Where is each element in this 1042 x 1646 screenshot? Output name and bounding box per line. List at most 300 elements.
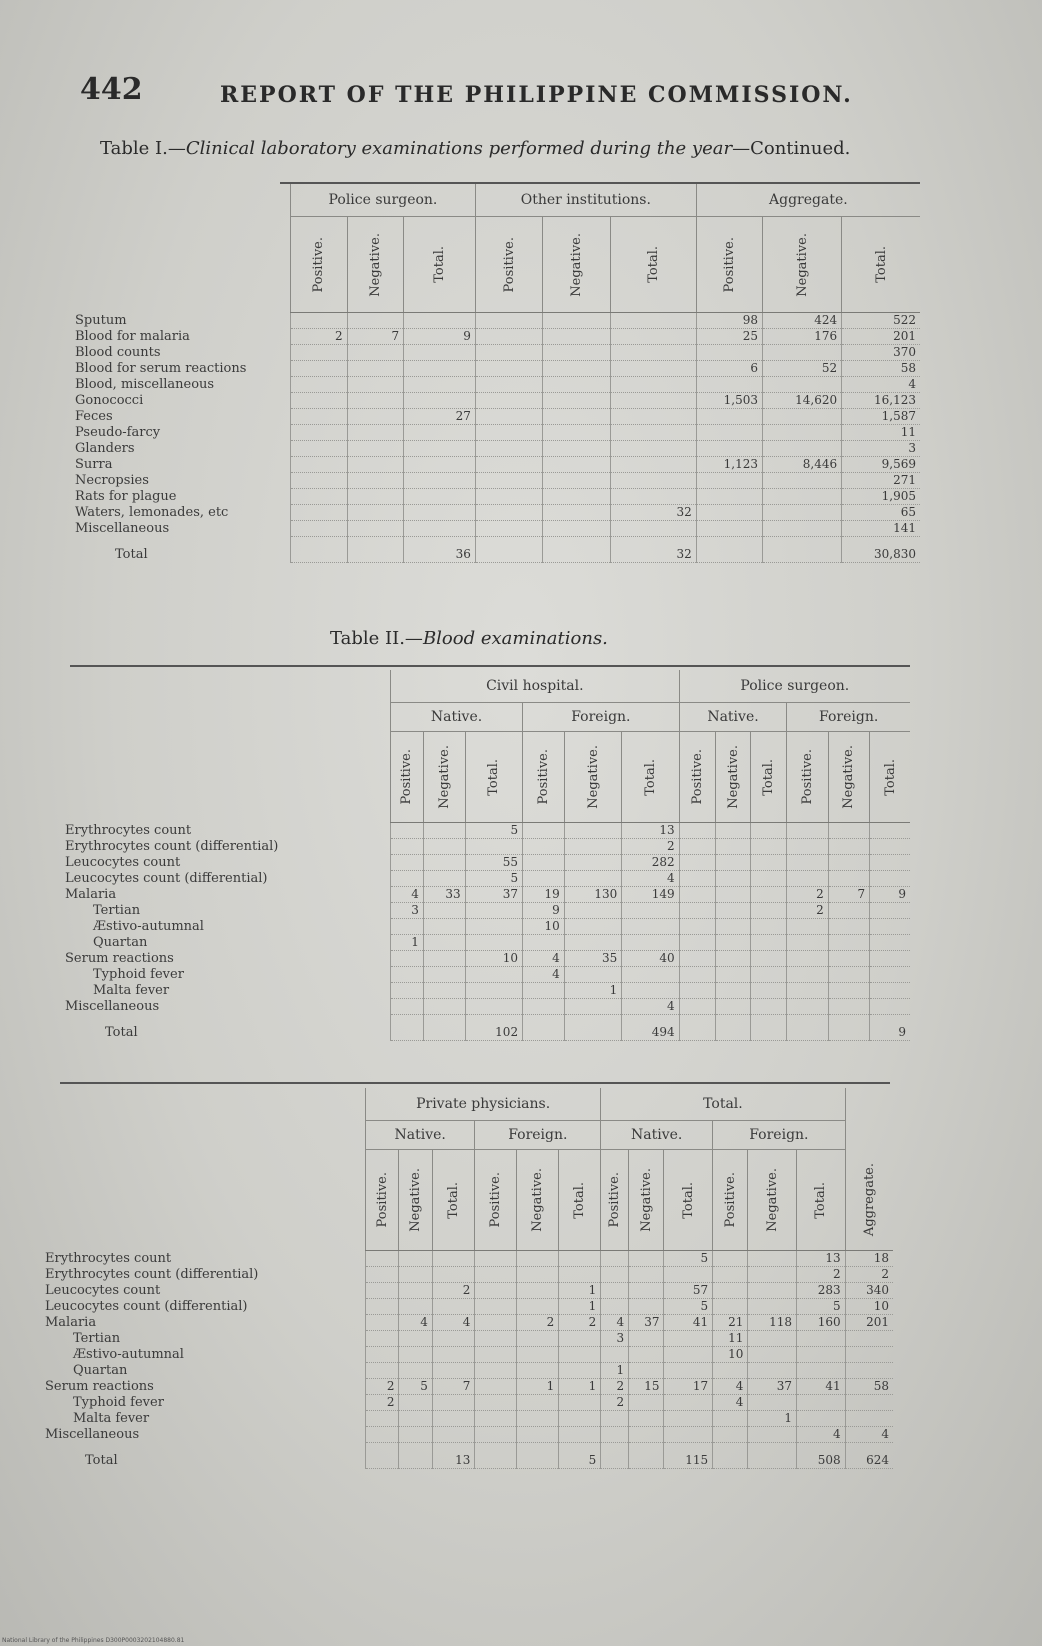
column-header <box>475 1150 517 1251</box>
table-cell <box>564 967 621 983</box>
table-row <box>75 425 920 441</box>
table-cell <box>611 345 697 361</box>
table-cell <box>399 1363 432 1379</box>
table-cell <box>870 823 910 839</box>
table-cell <box>797 1347 846 1363</box>
table-cell <box>763 377 842 393</box>
column-header <box>543 217 611 313</box>
row-label: Necropsies <box>75 473 149 488</box>
table-cell <box>751 919 787 935</box>
table-row <box>45 1379 893 1395</box>
table-cell: 4 <box>399 1315 432 1331</box>
table2-part1 <box>65 670 910 1041</box>
table-cell <box>751 903 787 919</box>
table-cell <box>347 409 404 425</box>
table-cell <box>713 1411 748 1427</box>
table-cell <box>601 1267 629 1283</box>
table-cell <box>696 377 762 393</box>
table-cell <box>601 1299 629 1315</box>
table-cell: 2 <box>601 1379 629 1395</box>
table-cell <box>423 823 465 839</box>
table-cell: 65 <box>842 505 920 521</box>
total-cell <box>517 1443 559 1469</box>
table-cell <box>763 345 842 361</box>
table-cell <box>291 313 348 329</box>
table-cell <box>543 361 611 377</box>
table-cell <box>475 1379 517 1395</box>
table-cell <box>391 871 424 887</box>
table-cell <box>751 887 787 903</box>
table-cell <box>679 983 715 999</box>
column-header-label: Total. <box>642 758 658 796</box>
column-header <box>423 732 465 823</box>
total-cell <box>679 1015 715 1041</box>
row-label: Quartan <box>73 1363 128 1378</box>
table-cell <box>465 983 522 999</box>
table-cell <box>763 505 842 521</box>
table-cell <box>845 1395 893 1411</box>
table-row <box>45 1251 893 1267</box>
table-row <box>75 345 920 361</box>
table1-caption: Table I.—Clinical laboratory examinations performed during the year—Continued. <box>100 138 851 159</box>
table-cell <box>763 473 842 489</box>
table-cell <box>845 1331 893 1347</box>
table-cell <box>611 425 697 441</box>
total-cell <box>523 1015 565 1041</box>
table-cell <box>870 903 910 919</box>
library-footer: National Library of the Philippines D300P0003202104880.81 <box>2 1637 185 1644</box>
table-cell <box>622 967 679 983</box>
table-cell <box>475 393 543 409</box>
table-cell <box>517 1395 559 1411</box>
table-cell: 11 <box>842 425 920 441</box>
table-cell: 2 <box>366 1395 399 1411</box>
table-cell <box>465 999 522 1015</box>
table-cell <box>543 457 611 473</box>
table-cell <box>432 1267 474 1283</box>
table-cell <box>391 967 424 983</box>
table-cell <box>679 871 715 887</box>
table-cell: 2 <box>787 887 828 903</box>
table-cell <box>664 1363 713 1379</box>
table-row <box>65 839 910 855</box>
total-cell <box>399 1443 432 1469</box>
table-cell: 37 <box>465 887 522 903</box>
table-cell <box>391 839 424 855</box>
table-cell <box>664 1395 713 1411</box>
table-cell <box>564 855 621 871</box>
row-label: Miscellaneous <box>45 1427 140 1442</box>
table-cell <box>399 1251 432 1267</box>
table-cell <box>366 1427 399 1443</box>
table-row <box>45 1315 893 1331</box>
row-label: Malta fever <box>93 983 170 998</box>
table-cell <box>291 361 348 377</box>
table-cell <box>399 1283 432 1299</box>
table-cell <box>475 313 543 329</box>
table1 <box>75 184 920 563</box>
table-cell <box>559 1411 601 1427</box>
table-cell <box>517 1331 559 1347</box>
table-row <box>45 1331 893 1347</box>
table-cell <box>870 871 910 887</box>
table-cell <box>696 441 762 457</box>
table-cell <box>787 951 828 967</box>
total-label: Total <box>115 547 148 562</box>
table-cell: 1 <box>564 983 621 999</box>
table-cell: 282 <box>622 855 679 871</box>
table-cell <box>291 457 348 473</box>
table-cell <box>475 1427 517 1443</box>
table-cell <box>399 1267 432 1283</box>
table-cell: 33 <box>423 887 465 903</box>
table-cell <box>713 1299 748 1315</box>
table-cell <box>543 377 611 393</box>
total-cell <box>748 1443 797 1469</box>
table-cell <box>696 409 762 425</box>
column-header <box>797 1150 846 1251</box>
table-cell <box>291 393 348 409</box>
table-cell <box>559 1395 601 1411</box>
table-cell <box>423 855 465 871</box>
table-cell <box>679 839 715 855</box>
table-cell <box>622 919 679 935</box>
table-cell <box>432 1299 474 1315</box>
column-header-label: Total. <box>486 758 502 796</box>
table2-part2 <box>45 1088 893 1469</box>
table-cell <box>564 903 621 919</box>
table-cell <box>870 839 910 855</box>
table-cell <box>601 1427 629 1443</box>
table-cell <box>475 377 543 393</box>
table-cell <box>870 967 910 983</box>
column-header-label: Positive. <box>311 236 327 293</box>
column-header <box>601 1150 629 1251</box>
table-cell <box>523 871 565 887</box>
column-header <box>611 217 697 313</box>
table-cell: 58 <box>845 1379 893 1395</box>
table-cell <box>391 999 424 1015</box>
table-cell <box>696 505 762 521</box>
table-row <box>65 919 910 935</box>
corner-cell <box>75 184 291 313</box>
table-cell <box>611 313 697 329</box>
table-cell <box>423 935 465 951</box>
table-cell <box>629 1411 664 1427</box>
table-cell <box>347 393 404 409</box>
table-cell <box>748 1251 797 1267</box>
table-row <box>45 1283 893 1299</box>
table-cell <box>475 1347 517 1363</box>
total-cell: 5 <box>559 1443 601 1469</box>
table-cell <box>564 839 621 855</box>
table-cell: 7 <box>828 887 869 903</box>
table-cell: 2 <box>291 329 348 345</box>
table-cell <box>399 1331 432 1347</box>
row-label: Æstivo-autumnal <box>73 1347 184 1362</box>
table-row <box>65 823 910 839</box>
table-cell <box>475 361 543 377</box>
table-cell <box>404 393 476 409</box>
column-header-label: Positive. <box>689 749 705 805</box>
table-cell <box>787 839 828 855</box>
column-header-label: Aggregate. <box>861 1163 877 1237</box>
table-cell <box>870 855 910 871</box>
column-header-label: Total. <box>432 246 448 283</box>
table-cell <box>559 1363 601 1379</box>
table-row <box>75 489 920 505</box>
table-cell <box>475 1363 517 1379</box>
row-label: Tertian <box>73 1331 121 1346</box>
table-cell <box>523 935 565 951</box>
table-cell <box>543 441 611 457</box>
table-cell <box>748 1331 797 1347</box>
total-cell: 494 <box>622 1015 679 1041</box>
row-label: Typhoid fever <box>73 1395 164 1410</box>
table-cell <box>475 505 543 521</box>
column-header-label: Negative. <box>530 1168 546 1232</box>
table-cell <box>629 1251 664 1267</box>
column-header <box>465 732 522 823</box>
table-cell: 4 <box>391 887 424 903</box>
total-row <box>65 1015 910 1041</box>
corner-cell <box>65 670 391 823</box>
column-header <box>828 732 869 823</box>
subgroup-header: Native. <box>679 703 787 732</box>
row-label: Erythrocytes count <box>65 823 192 838</box>
column-header <box>842 217 920 313</box>
column-header <box>559 1150 601 1251</box>
table-cell: 1,587 <box>842 409 920 425</box>
table-cell <box>679 887 715 903</box>
table-cell: 4 <box>601 1315 629 1331</box>
table-cell <box>629 1347 664 1363</box>
table-cell: 2 <box>517 1315 559 1331</box>
total-cell: 13 <box>432 1443 474 1469</box>
table-cell <box>291 409 348 425</box>
table-cell <box>366 1299 399 1315</box>
table-cell <box>870 935 910 951</box>
table-cell: 37 <box>748 1379 797 1395</box>
table-cell <box>763 489 842 505</box>
table-cell <box>399 1299 432 1315</box>
table2-caption: Table II.—Blood examinations. <box>330 628 608 649</box>
table-cell <box>845 1411 893 1427</box>
row-label: Gonococci <box>75 393 144 408</box>
group-header: Civil hospital. <box>391 670 680 703</box>
table-cell <box>715 823 751 839</box>
table-cell: 4 <box>797 1427 846 1443</box>
column-header-label: Negative. <box>764 1168 780 1232</box>
table-cell <box>828 999 869 1015</box>
subgroup-header: Native. <box>601 1121 713 1150</box>
table-cell: 2 <box>432 1283 474 1299</box>
table-cell <box>559 1251 601 1267</box>
table-cell <box>475 1395 517 1411</box>
table-cell <box>366 1267 399 1283</box>
subgroup-header: Foreign. <box>475 1121 601 1150</box>
table-cell <box>713 1267 748 1283</box>
table-cell <box>347 505 404 521</box>
group-header: Total. <box>601 1088 845 1121</box>
column-header <box>845 1150 893 1251</box>
table-row <box>65 871 910 887</box>
table-cell <box>291 489 348 505</box>
table-cell: 6 <box>696 361 762 377</box>
table-cell: 160 <box>797 1315 846 1331</box>
table-cell: 3 <box>842 441 920 457</box>
table-cell <box>423 999 465 1015</box>
table2-top-rule <box>70 665 910 667</box>
table-cell: 176 <box>763 329 842 345</box>
column-header-label: Negative. <box>725 745 741 809</box>
table-cell: 35 <box>564 951 621 967</box>
table-cell <box>475 1267 517 1283</box>
table-cell <box>475 521 543 537</box>
row-label: Waters, lemonades, etc <box>75 505 229 520</box>
table-row <box>45 1267 893 1283</box>
table-cell <box>366 1315 399 1331</box>
column-header <box>347 217 404 313</box>
column-header <box>715 732 751 823</box>
table-cell <box>347 361 404 377</box>
table-cell <box>787 967 828 983</box>
table-cell <box>611 521 697 537</box>
group-header: Police surgeon. <box>291 184 476 217</box>
table-cell <box>465 935 522 951</box>
column-header-label: Positive. <box>535 749 551 805</box>
total-row <box>45 1443 893 1469</box>
table-cell: 41 <box>664 1315 713 1331</box>
table-cell <box>751 839 787 855</box>
table-cell <box>763 441 842 457</box>
table-cell <box>399 1411 432 1427</box>
table-cell <box>787 935 828 951</box>
table-cell <box>751 823 787 839</box>
column-header <box>291 217 348 313</box>
table-cell <box>291 377 348 393</box>
row-label: Serum reactions <box>65 951 174 966</box>
table-cell <box>696 521 762 537</box>
table-cell <box>611 409 697 425</box>
total-cell: 9 <box>870 1015 910 1041</box>
row-label: Erythrocytes count (differential) <box>65 839 279 854</box>
table-cell <box>423 951 465 967</box>
table-cell <box>622 903 679 919</box>
column-header-label: Negative. <box>408 1168 424 1232</box>
total-cell: 102 <box>465 1015 522 1041</box>
table-cell <box>622 935 679 951</box>
table-cell <box>465 903 522 919</box>
corner-cell <box>45 1088 366 1251</box>
table-cell <box>475 441 543 457</box>
table-cell <box>423 839 465 855</box>
total-cell <box>601 1443 629 1469</box>
table-cell <box>748 1395 797 1411</box>
table-cell <box>475 1283 517 1299</box>
table-cell <box>399 1427 432 1443</box>
table-cell <box>291 505 348 521</box>
table-cell <box>751 999 787 1015</box>
table-cell <box>664 1347 713 1363</box>
column-header <box>870 732 910 823</box>
table-cell: 201 <box>842 329 920 345</box>
table-cell <box>543 313 611 329</box>
table-cell: 9 <box>870 887 910 903</box>
total-cell <box>713 1443 748 1469</box>
group-header: Other institutions. <box>475 184 696 217</box>
table-cell <box>517 1363 559 1379</box>
column-header-label: Total. <box>882 758 898 796</box>
table-cell <box>404 457 476 473</box>
total-cell <box>347 537 404 563</box>
column-header-label: Positive. <box>374 1172 390 1228</box>
table-cell <box>629 1395 664 1411</box>
row-label: Blood counts <box>75 345 161 360</box>
table-cell <box>715 999 751 1015</box>
table-cell <box>748 1363 797 1379</box>
table-cell <box>543 521 611 537</box>
row-label: Blood for serum reactions <box>75 361 247 376</box>
column-header <box>664 1150 713 1251</box>
table-cell <box>629 1283 664 1299</box>
table-cell <box>564 823 621 839</box>
table-cell <box>713 1251 748 1267</box>
table-cell: 25 <box>696 329 762 345</box>
table-cell <box>763 409 842 425</box>
total-cell <box>475 1443 517 1469</box>
column-header-label: Total. <box>572 1181 588 1219</box>
table-cell: 4 <box>845 1427 893 1443</box>
table-cell: 340 <box>845 1283 893 1299</box>
table-cell <box>559 1331 601 1347</box>
table-cell: 27 <box>404 409 476 425</box>
table-cell: 32 <box>611 505 697 521</box>
table-cell <box>366 1331 399 1347</box>
table-cell: 15 <box>629 1379 664 1395</box>
table-row <box>45 1427 893 1443</box>
table-cell <box>751 983 787 999</box>
table-cell: 1 <box>559 1283 601 1299</box>
column-header <box>787 732 828 823</box>
row-label: Leucocytes count <box>65 855 181 870</box>
table-row <box>75 393 920 409</box>
table-cell <box>404 489 476 505</box>
table-cell: 52 <box>763 361 842 377</box>
table-cell <box>404 345 476 361</box>
table-cell <box>664 1331 713 1347</box>
table-cell <box>611 489 697 505</box>
table-cell <box>715 935 751 951</box>
row-label: Malaria <box>45 1315 97 1330</box>
total-label: Total <box>105 1025 138 1040</box>
table-cell <box>423 871 465 887</box>
column-header-label: Positive. <box>721 236 737 293</box>
table-cell: 8,446 <box>763 457 842 473</box>
table-cell: 17 <box>664 1379 713 1395</box>
table-cell <box>423 983 465 999</box>
column-header-label: Total. <box>680 1181 696 1219</box>
table-cell <box>465 967 522 983</box>
table-cell <box>423 903 465 919</box>
table-cell: 16,123 <box>842 393 920 409</box>
total-cell <box>423 1015 465 1041</box>
table-cell <box>679 967 715 983</box>
row-label: Blood for malaria <box>75 329 190 344</box>
total-cell: 115 <box>664 1443 713 1469</box>
table-cell: 9 <box>523 903 565 919</box>
running-title: REPORT OF THE PHILIPPINE COMMISSION. <box>220 82 853 108</box>
